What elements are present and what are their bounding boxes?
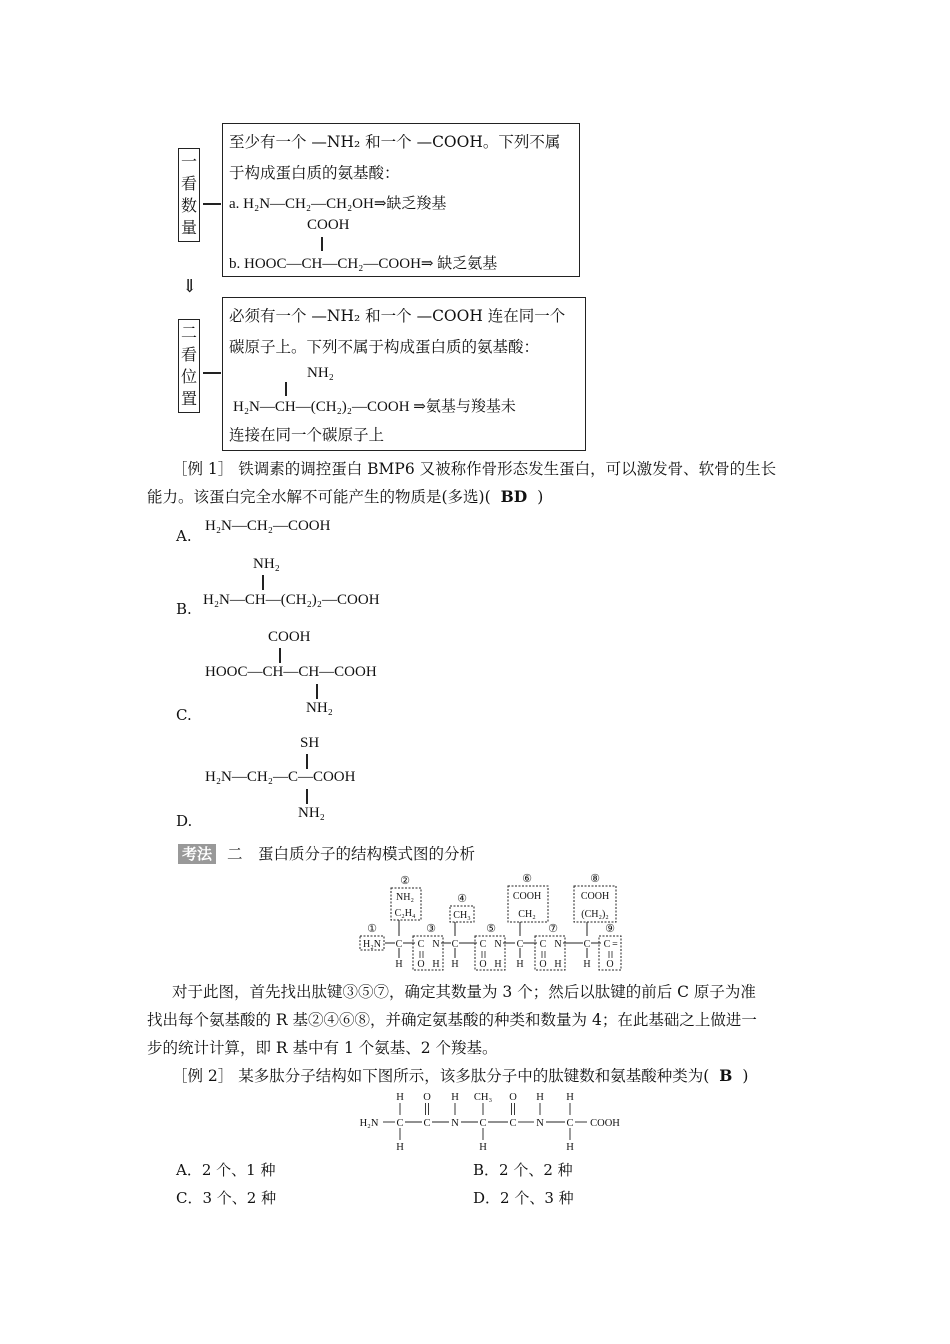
svg-text:C: C (395, 939, 403, 950)
svg-text:O: O (479, 959, 487, 970)
svg-text:N: N (536, 1118, 544, 1129)
num-5: ⑤ (486, 923, 496, 935)
option-c-formula: HOOC—CH—CH—COOH (205, 664, 377, 680)
svg-text:C: C (509, 1118, 517, 1129)
example2-answer: B (719, 1066, 733, 1085)
svg-text:C: C (417, 939, 425, 950)
svg-text:C: C (583, 939, 591, 950)
num-1: ① (367, 923, 377, 935)
option-d-bottom: NH₂ (298, 805, 325, 821)
option-d-formula: H₂N—CH₂—C—COOH (205, 769, 356, 785)
rule2-nh2: NH₂ (307, 365, 334, 381)
rule-box-position (222, 297, 586, 451)
option-a-letter: A. (176, 527, 192, 545)
svg-text:H: H (396, 1092, 404, 1103)
svg-text:O: O (606, 959, 614, 970)
svg-text:O: O (423, 1092, 431, 1103)
svg-text:COOH: COOH (590, 1118, 620, 1129)
svg-text:C: C (479, 939, 487, 950)
svg-text:H: H (451, 1092, 459, 1103)
rule1-line3: a. H₂N—CH₂—CH₂OH⇒缺乏羧基 (229, 196, 447, 212)
svg-text:H: H (566, 1142, 574, 1153)
example2-option-a: A．2 个、1 种 (176, 1161, 276, 1179)
svg-text:C: C (516, 939, 524, 950)
option-b-bond (262, 575, 264, 590)
option-b-top: NH₂ (253, 556, 280, 572)
option-a-formula: H₂N—CH₂—COOH (205, 518, 331, 534)
svg-text:H₂N: H₂N (363, 939, 381, 950)
connector (203, 372, 221, 374)
rule2-line1: 必须有一个 —NH₂ 和一个 —COOH 连在同一个 (229, 307, 566, 325)
example1-line1: ［例 1］ 铁调素的调控蛋白 BMP6 又被称作骨形态发生蛋白，可以激发骨、软骨的生长 (172, 460, 777, 478)
num-2: ② (400, 875, 410, 887)
rule-box-count (222, 123, 580, 277)
svg-text:N: N (451, 1118, 459, 1129)
svg-text:N: N (554, 939, 562, 950)
rule2-line4: 连接在同一个碳原子上 (229, 426, 385, 444)
svg-text:H₂N: H₂N (359, 1118, 379, 1129)
svg-text:(CH₂)₂: (CH₂)₂ (581, 909, 609, 920)
svg-text:N: N (432, 939, 440, 950)
num-7: ⑦ (548, 923, 558, 935)
svg-text:H: H (479, 1142, 487, 1153)
option-d-bond-up (306, 754, 308, 769)
example1-answer: BD (500, 487, 528, 506)
svg-text:H: H (516, 959, 524, 970)
svg-text:C: C (396, 1118, 404, 1129)
option-c-letter: C. (176, 706, 192, 724)
label-count: 一 看 数 量 (178, 148, 200, 242)
svg-text:C: C (479, 1118, 487, 1129)
option-c-top: COOH (268, 629, 311, 645)
example1-line2: 能力。该蛋白完全水解不可能产生的物质是(多选)( BD ) (147, 487, 544, 506)
example2-option-c: C．3 个、2 种 (176, 1189, 277, 1207)
connector (203, 203, 221, 205)
option-b-letter: B. (176, 600, 192, 618)
option-c-bottom: NH₂ (306, 700, 333, 716)
rule1-line2: 于构成蛋白质的氨基酸： (229, 164, 400, 182)
label-position: 二 看 位 置 (178, 319, 200, 413)
num-9: ⑨ (605, 923, 615, 935)
rule1-line1: 至少有一个 —NH₂ 和一个 —COOH。下列不属 (229, 133, 561, 151)
section-title: 二 蛋白质分子的结构模式图的分析 (226, 845, 475, 863)
svg-text:H: H (395, 959, 403, 970)
option-d-bond-down (306, 789, 308, 804)
svg-text:NH₂: NH₂ (396, 892, 414, 903)
option-b-formula: H₂N—CH—(CH₂)₂—COOH (203, 592, 380, 608)
svg-text:H: H (536, 1092, 544, 1103)
svg-text:O: O (539, 959, 547, 970)
svg-text:CH₃: CH₃ (453, 910, 471, 921)
num-3: ③ (426, 923, 436, 935)
svg-text:C: C (451, 939, 459, 950)
arrow-down: ⇓ (182, 276, 198, 297)
num-4: ④ (457, 893, 467, 905)
polypeptide-diagram (355, 1090, 635, 1154)
svg-text:COOH: COOH (512, 891, 542, 902)
svg-text:C₂H₄: C₂H₄ (394, 908, 416, 919)
example2-line: ［例 2］ 某多肽分子结构如下图所示，该多肽分子中的肽键数和氨基酸种类为( B ) (172, 1066, 749, 1085)
section2-heading (178, 842, 475, 864)
peptide-structure-diagram (355, 872, 635, 976)
svg-text:O: O (417, 959, 425, 970)
analysis-line3: 步的统计计算，即 R 基中有 1 个氨基、2 个羧基。 (147, 1039, 498, 1057)
analysis-line2: 找出每个氨基酸的 R 基②④⑥⑧，并确定氨基酸的种类和数量为 4；在此基础之上做进一 (147, 1011, 757, 1029)
svg-text:H: H (396, 1142, 404, 1153)
example2-option-d: D．2 个、3 种 (473, 1189, 574, 1207)
svg-text:CH₂: CH₂ (518, 909, 536, 920)
svg-text:=: = (612, 939, 618, 950)
rule2-line3: H₂N—CH—(CH₂)₂—COOH ⇒氨基与羧基未 (233, 399, 516, 415)
option-d-top: SH (300, 735, 320, 751)
svg-text:H: H (583, 959, 591, 970)
analysis-line1: 对于此图，首先找出肽键③⑤⑦，确定其数量为 3 个；然后以肽键的前后 C 原子为准 (172, 983, 756, 1001)
svg-text:C: C (539, 939, 547, 950)
num-8: ⑧ (590, 873, 600, 885)
svg-text:H: H (432, 959, 440, 970)
option-c-bond-up (279, 648, 281, 663)
svg-text:CH₃: CH₃ (473, 1092, 493, 1103)
svg-text:N: N (494, 939, 502, 950)
svg-text:H: H (554, 959, 562, 970)
option-c-bond-down (316, 684, 318, 699)
svg-text:H: H (566, 1092, 574, 1103)
svg-text:C: C (603, 939, 611, 950)
svg-text:C: C (566, 1118, 574, 1129)
section-tag: 考法 (178, 844, 216, 864)
option-d-letter: D. (176, 812, 193, 830)
svg-text:H: H (451, 959, 459, 970)
example2-option-b: B．2 个、2 种 (473, 1161, 573, 1179)
svg-text:O: O (509, 1092, 517, 1103)
svg-text:COOH: COOH (580, 891, 610, 902)
rule2-line2: 碳原子上。下列不属于构成蛋白质的氨基酸： (229, 338, 540, 356)
num-6: ⑥ (522, 873, 532, 885)
svg-text:H: H (494, 959, 502, 970)
rule1-branch: COOH (307, 217, 350, 233)
svg-text:C: C (423, 1118, 431, 1129)
rule1-line4: b. HOOC—CH—CH₂—COOH⇒ 缺乏氨基 (229, 256, 498, 272)
